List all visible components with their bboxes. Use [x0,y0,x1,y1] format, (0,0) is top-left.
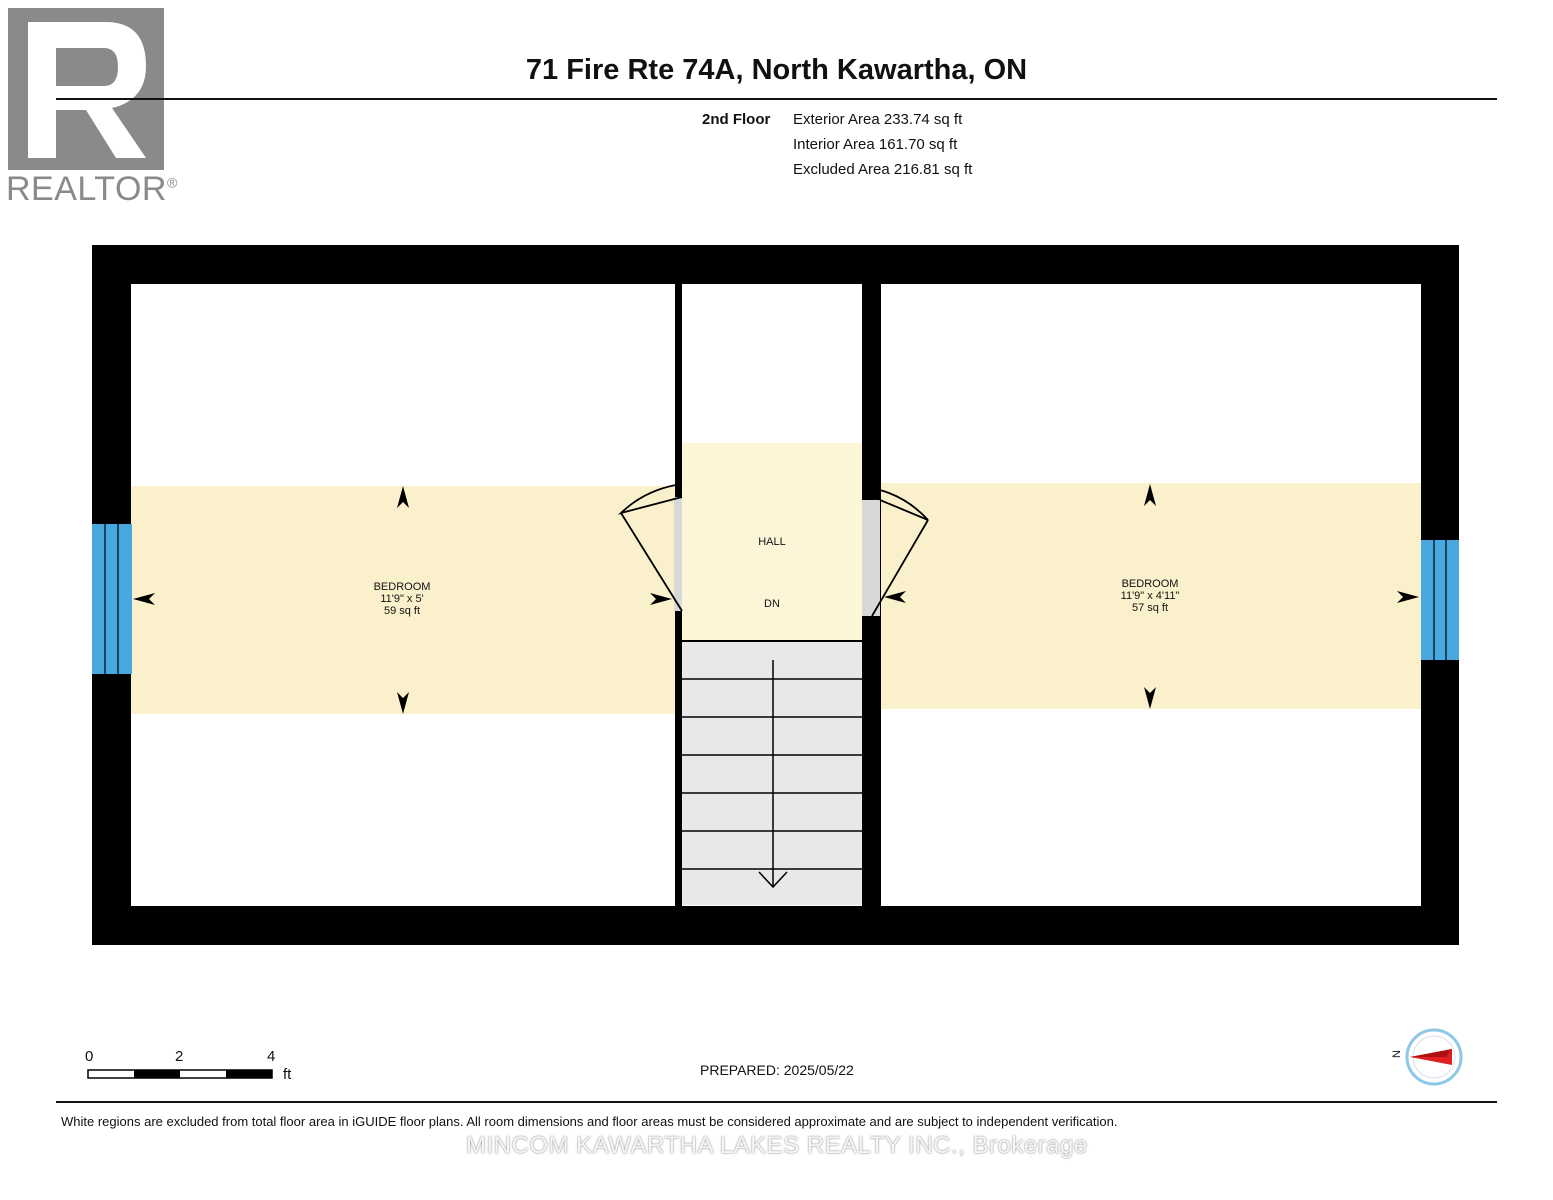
scale-tick-2: 2 [175,1048,184,1065]
room-area: 59 sq ft [383,605,421,617]
scale-tick-0: 0 [85,1048,94,1065]
brokerage-watermark: MINCOM KAWARTHA LAKES REALTY INC., Brokerage [466,1132,1088,1159]
room-dimensions: 11'9" x 5' [380,593,424,605]
prepared-date: PREPARED: 2025/05/22 [700,1062,854,1078]
room-dimensions: 11'9" x 4'11" [1120,590,1180,602]
footer-divider [56,1101,1497,1103]
scale-unit: ft [283,1066,292,1083]
compass-icon [1407,1030,1461,1084]
hall-label: HALL [758,536,786,548]
excluded-area: Excluded Area 216.81 sq ft [793,161,973,178]
compass-north-label: N [1390,1050,1403,1058]
interior-area: Interior Area 161.70 sq ft [793,136,958,153]
room-name: BEDROOM [373,581,431,593]
left-window [92,524,132,674]
scale-bar [88,1070,272,1078]
right-window [1421,540,1459,660]
room-area: 57 sq ft [1131,602,1169,614]
stairs-down-label: DN [764,598,780,610]
disclaimer-text: White regions are excluded from total floor area in iGUIDE floor plans. All room dimensions and floor areas must be considered approximate and are subject to independent verification. [61,1114,1118,1129]
exterior-area: Exterior Area 233.74 sq ft [793,111,963,128]
right-bedroom-label [1090,578,1210,614]
left-bedroom-label [342,581,462,617]
staircase [682,641,862,905]
realtor-wordmark: REALTOR® [6,170,178,208]
scale-tick-4: 4 [267,1048,276,1065]
floor-name: 2nd Floor [702,111,771,128]
page-title: 71 Fire Rte 74A, North Kawartha, ON [525,54,1028,86]
room-name: BEDROOM [1121,578,1179,590]
